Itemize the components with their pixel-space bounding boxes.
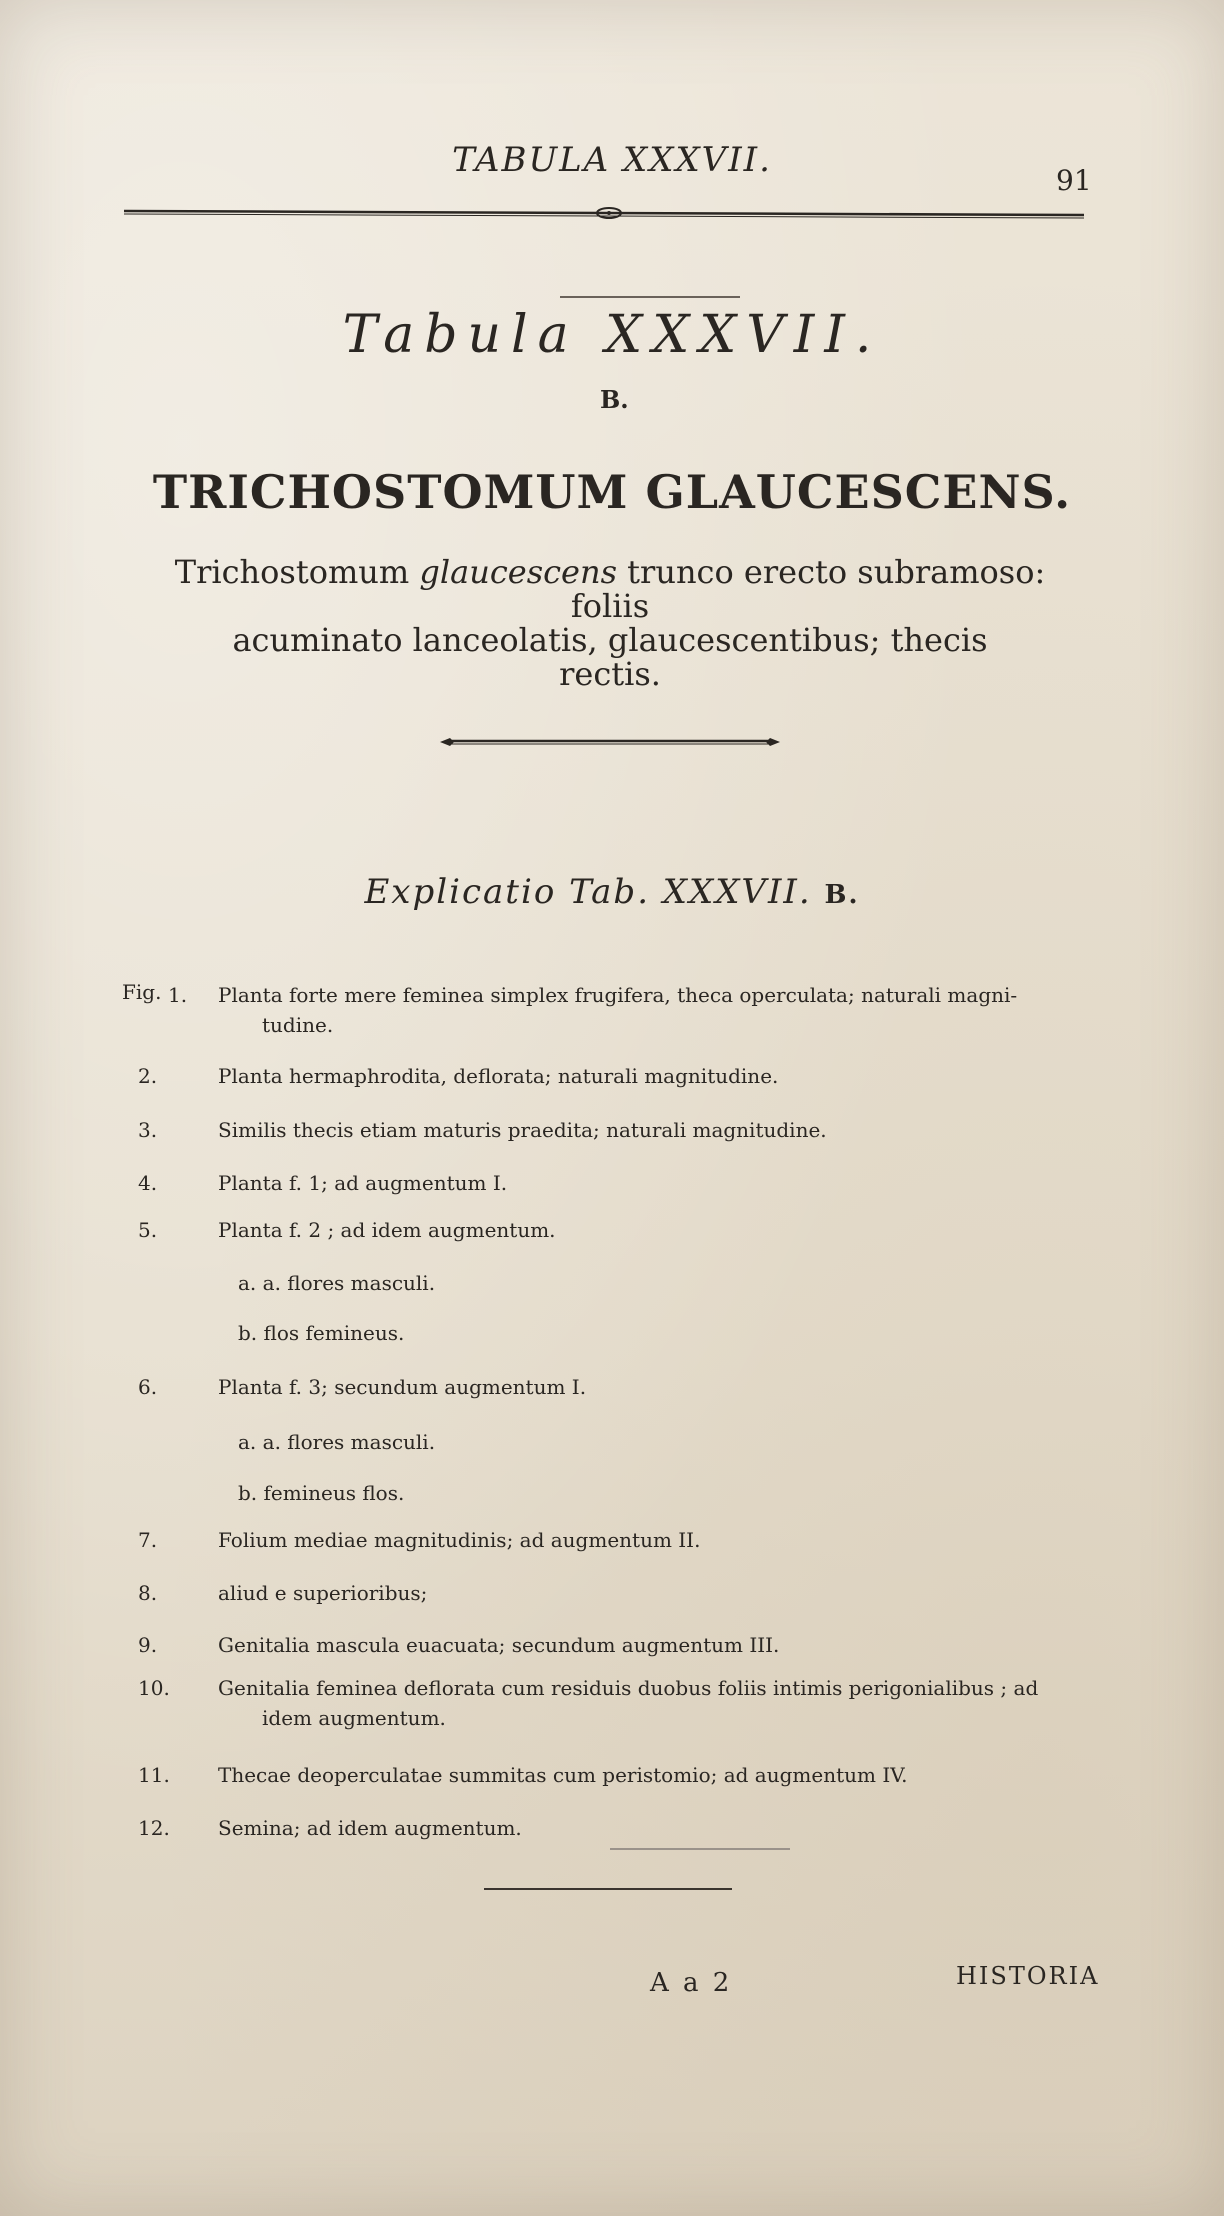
figure-item xyxy=(0,1760,1224,1790)
figure-number: 8. xyxy=(138,1581,158,1605)
figure-caption: Genitalia mascula euacuata; secundum augmentum III. xyxy=(218,1633,780,1657)
figure-caption: b. flos femineus. xyxy=(238,1321,405,1345)
figure-caption: Planta f. 1; ad augmentum I. xyxy=(218,1171,508,1195)
figure-caption: Genitalia feminea deflorata cum residuis duobus foliis intimis perigonialibus ; ad xyxy=(218,1676,1039,1700)
bottom-rule xyxy=(484,1888,732,1890)
figure-caption: Thecae deoperculatae summitas cum peristomio; ad augmentum IV. xyxy=(218,1763,908,1787)
figure-number: 11. xyxy=(138,1763,170,1787)
figure-number: 9. xyxy=(138,1633,158,1657)
figure-subitem xyxy=(0,1427,1224,1457)
figure-subitem xyxy=(0,1268,1224,1298)
figure-caption: Planta hermaphrodita, deflorata; naturali magnitudine. xyxy=(218,1064,779,1088)
figure-number: 12. xyxy=(138,1816,170,1840)
figure-caption: Semina; ad idem augmentum. xyxy=(218,1816,522,1840)
short-rule xyxy=(560,296,740,298)
figure-caption: Similis thecis etiam maturis praedita; naturali magnitudine. xyxy=(218,1118,827,1142)
figure-subitem xyxy=(0,1318,1224,1348)
fig-label: Fig. xyxy=(122,980,162,1004)
figure-caption: Folium mediae magnitudinis; ad augmentum II. xyxy=(218,1528,701,1552)
figure-number: 10. xyxy=(138,1676,170,1700)
figure-number: 7. xyxy=(138,1528,158,1552)
figure-item xyxy=(0,1168,1224,1198)
running-head: TABULA XXXVII. xyxy=(452,140,772,180)
figure-caption-continued: idem augmentum. xyxy=(262,1706,446,1730)
explicatio-heading xyxy=(0,872,1224,912)
ornamental-rule-middle xyxy=(440,735,780,749)
bottom-rule-faint xyxy=(610,1848,790,1850)
figure-item xyxy=(0,1372,1224,1402)
figure-subitem xyxy=(0,1478,1224,1508)
signature-mark: A a 2 xyxy=(650,1968,733,1998)
catchword: HISTORIA xyxy=(956,1962,1100,1990)
figure-item xyxy=(0,1630,1224,1660)
species-name: TRICHOSTOMUM GLAUCESCENS. xyxy=(152,465,1072,519)
figure-item xyxy=(0,980,1224,1040)
figure-item xyxy=(0,1813,1224,1843)
explicatio-letter: B. xyxy=(824,880,860,910)
figure-item xyxy=(0,1673,1224,1733)
figure-caption: a. a. flores masculi. xyxy=(238,1271,436,1295)
page-number: 91 xyxy=(1056,164,1092,197)
figure-number: 5. xyxy=(138,1218,158,1242)
figure-item xyxy=(0,1215,1224,1245)
plate-title: Tabula XXXVII. xyxy=(342,305,882,365)
diagnosis-line-1 xyxy=(150,555,1070,623)
figure-caption: Planta f. 2 ; ad idem augmentum. xyxy=(218,1218,556,1242)
figure-number: 3. xyxy=(138,1118,158,1142)
figure-number: 1. xyxy=(168,983,188,1007)
figure-caption: b. femineus flos. xyxy=(238,1481,405,1505)
figure-number: 6. xyxy=(138,1375,158,1399)
figure-number: 2. xyxy=(138,1064,158,1088)
diagnosis-epithet: glaucescens xyxy=(419,553,617,591)
figure-caption: Planta forte mere feminea simplex frugifera, theca operculata; naturali magni- xyxy=(218,983,1018,1007)
diagnosis-line-2: acuminato lanceolatis, glaucescentibus; thecis xyxy=(232,621,988,659)
figure-caption: a. a. flores masculi. xyxy=(238,1430,436,1454)
figure-item xyxy=(0,1525,1224,1555)
plate-letter: B. xyxy=(600,385,629,414)
figure-item xyxy=(0,1061,1224,1091)
figure-caption: aliud e superioribus; xyxy=(218,1581,428,1605)
figure-item xyxy=(0,1115,1224,1145)
species-diagnosis xyxy=(150,555,1070,691)
ornamental-rule-top xyxy=(124,206,1084,220)
figure-caption: Planta f. 3; secundum augmentum I. xyxy=(218,1375,587,1399)
diagnosis-text: trunco erecto subramoso: foliis xyxy=(570,553,1046,625)
figure-number: 4. xyxy=(138,1171,158,1195)
diagnosis-line-3: rectis. xyxy=(559,655,661,693)
diagnosis-genus: Trichostomum xyxy=(174,553,420,591)
figure-item xyxy=(0,1578,1224,1608)
explicatio-title: Explicatio Tab. XXXVII. xyxy=(364,872,812,912)
figure-caption-continued: tudine. xyxy=(262,1013,334,1037)
